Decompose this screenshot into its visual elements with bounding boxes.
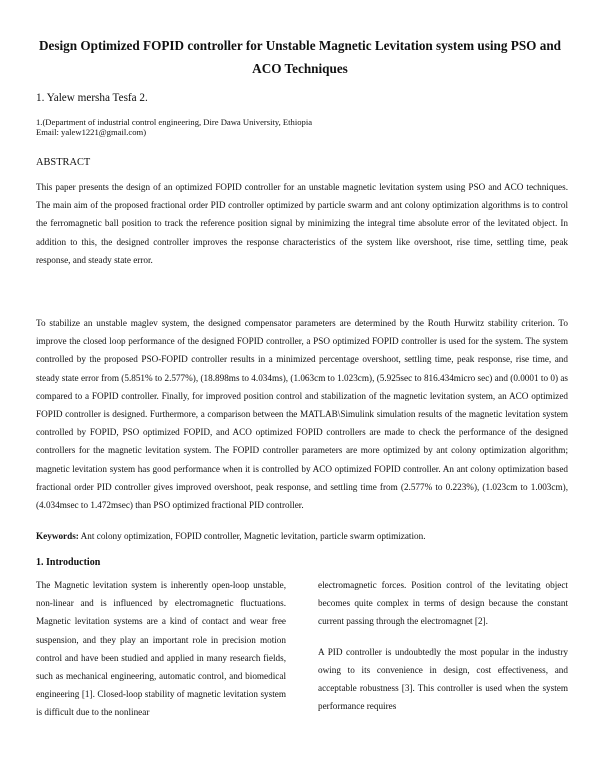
paper-title: Design Optimized FOPID controller for Unstable Magnetic Levitation system using PSO and ACO Techniques: [39, 38, 561, 76]
affiliation-email: Email: yalew1221@gmail.com): [36, 127, 147, 137]
keywords-text: Ant colony optimization, FOPID controller, Magnetic levitation, particle swarm optimization.: [78, 531, 426, 541]
affiliation-block: [36, 117, 312, 137]
intro-column-left: The Magnetic levitation system is inherently open-loop unstable, non-linear and is influenced by electromagnetic fluctuations. Magnetic levitation systems are a kind of contact and wear free suspension, and they play an important role in precision motion control and have been studied and applied in many research fields, such as mechanical engineering, automatic control, and biomedical engineering [1]. Closed-loop stability of magnetic levitation system is difficult due to the nonlinear: [36, 580, 286, 718]
affiliation-department: 1.(Department of industrial control engineering, Dire Dawa University, Ethiopia: [36, 117, 313, 127]
abstract-paragraph-2: To stabilize an unstable maglev system, the designed compensator parameters are determined by the Routh Hurwitz stability criterion. To improve the closed loop performance of the designed FOPID controller, a PSO optimized FOPID controller is used for the system. The system controlled by the proposed PSO-FOPID controller results in a minimized percentage overshoot, settling time, peak response, rise time, and steady state error from (5.851% to 2.577%), (18.898ms to 4.034ms), (1.063cm to 1.023cm), (5.925sec to 816.434micro sec) and (0.0001 to 0) as compared to a FOPID controller. Finally, for improved position control and stabilization of the magnetic levitation system, an ACO optimized FOPID controller is designed. Furthermore, a comparison between the MATLAB\Simulink simulation results of the magnetic levitation system controlled by FOPID, PSO optimized FOPID, and ACO optimized FOPID controllers are made to check the performance of the designed controllers for the magnetic levitation system. The FOPID controller parameters are more optimized by ant colony optimization algorithm; magnetic levitation system has good performance when it is controlled by ACO optimized FOPID controller. An ant colony optimization based fractional order PID controller gives improved overshoot, peak response, and settling time from (2.577% to 0.223%), (1.023cm to 1.003cm), (4.034msec to 1.472msec) than PSO optimized fractional PID controller.: [36, 318, 568, 511]
intro-right-paragraph-2: A PID controller is undoubtedly the most popular in the industry owing to its convenience in design, cost effectiveness, and acceptable robustness [3]. This controller is used when the system performance requires: [318, 646, 568, 712]
abstract-heading: ABSTRACT: [36, 157, 91, 168]
intro-right-paragraph-1: electromagnetic forces. Position control of the levitating object becomes quite complex in terms of design because the constant current passing through the electromagnet [2].: [318, 580, 568, 627]
keywords-line: [36, 529, 568, 543]
paragraph-spacer: [318, 631, 568, 643]
keywords-label: Keywords:: [36, 531, 79, 541]
intro-column-right: [318, 576, 568, 715]
abstract-paragraph-1: This paper presents the design of an optimized FOPID controller for an unstable magnetic levitation system using PSO and ACO techniques. The main aim of the proposed fractional order PID controller optimized by particle swarm and ant colony optimization algorithms is to control the ferromagnetic ball position to track the reference position signal by minimizing the integral time absolute error of the levitated object. In addition to this, the designed controller improves the response characteristics of the system like overshoot, rise time, settling time, peak response, and steady state error.: [36, 182, 568, 265]
author-line: 1. Yalew mersha Tesfa 2.: [36, 92, 148, 104]
section-heading-introduction: 1. Introduction: [36, 557, 101, 568]
